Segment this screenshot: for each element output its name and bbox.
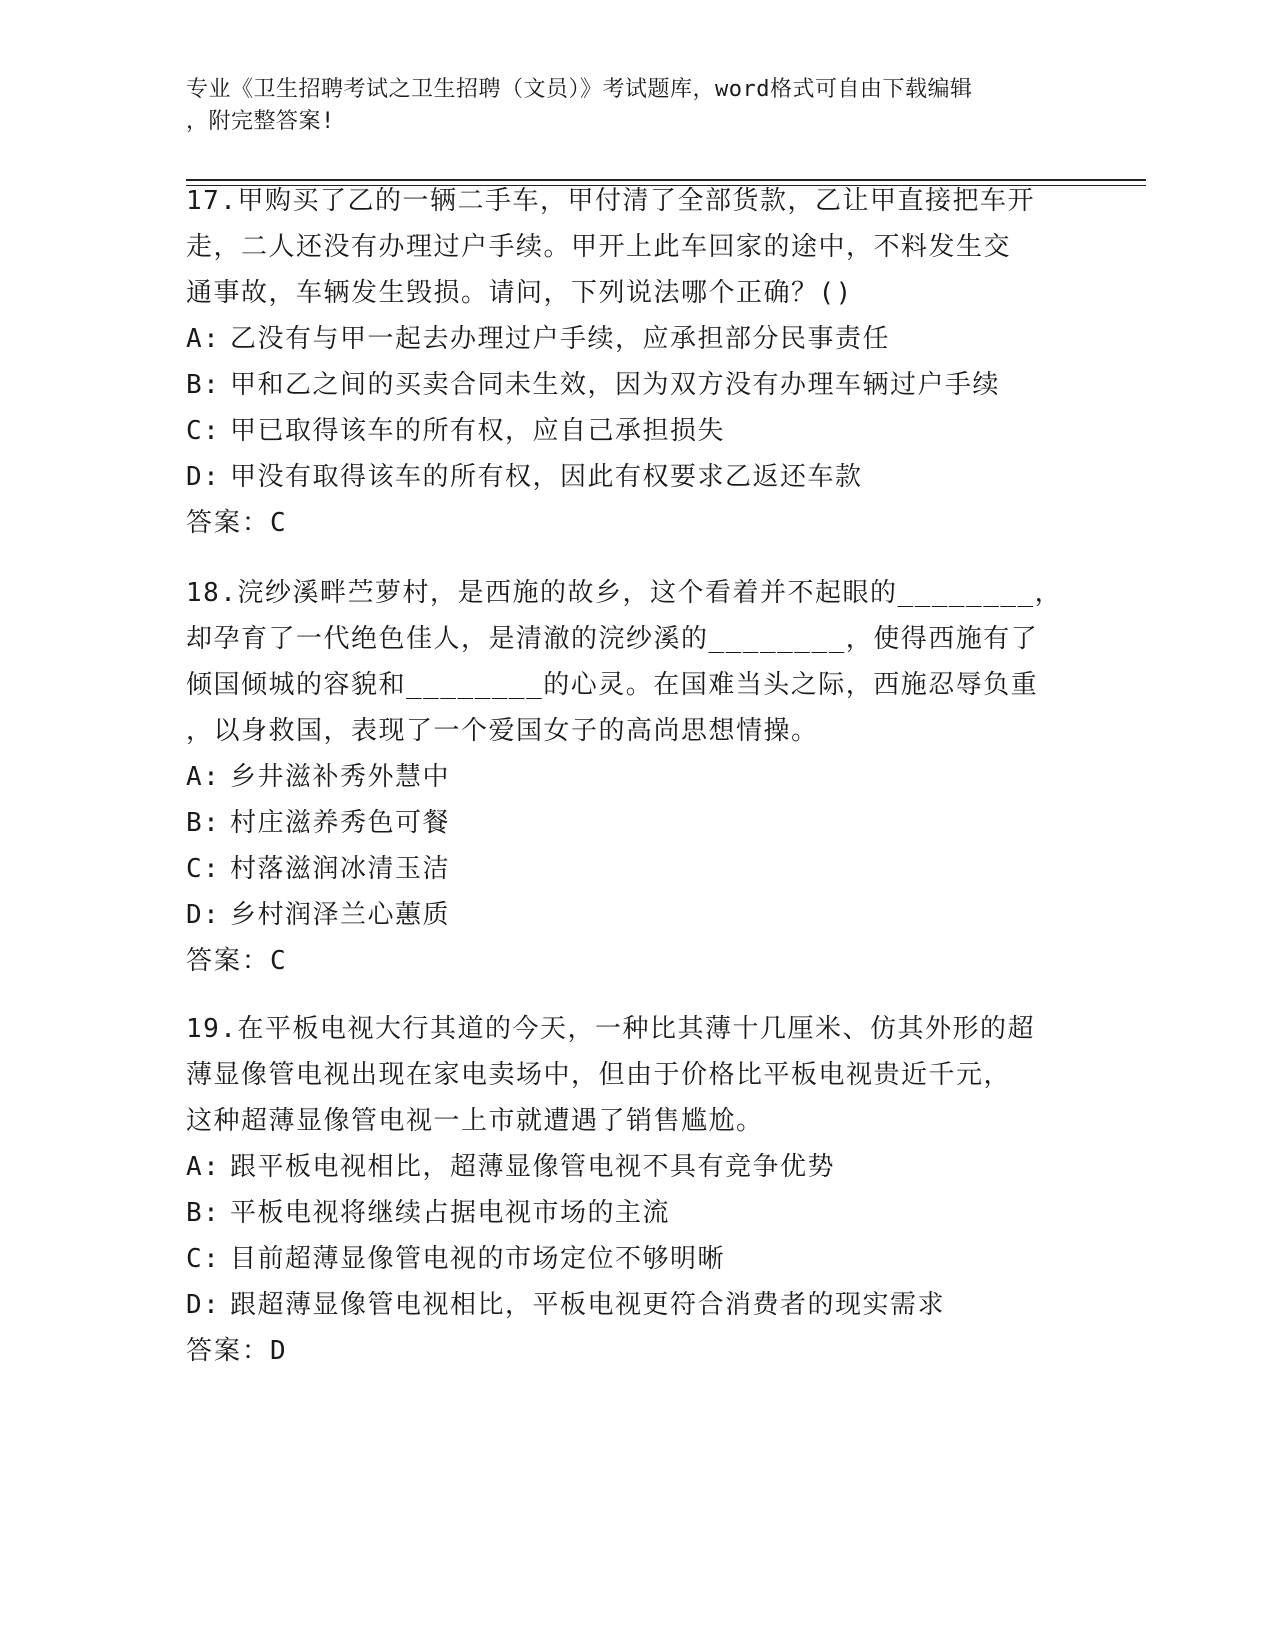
option-text: 跟平板电视相比，超薄显像管电视不具有竞争优势 bbox=[230, 1152, 836, 1182]
option-text: 甲和乙之间的买卖合同未生效，因为双方没有办理车辆过户手续 bbox=[230, 370, 1001, 400]
answer-label: 答案： bbox=[186, 508, 271, 538]
answer-value: C bbox=[270, 946, 288, 976]
option-d bbox=[186, 892, 1086, 938]
question-stem-line: 薄显像管电视出现在家电卖场中，但由于价格比平板电视贵近千元， bbox=[186, 1060, 1012, 1090]
option-text: 平板电视将继续占据电视市场的主流 bbox=[230, 1198, 671, 1228]
question-stem-line: 通事故，车辆发生毁损。请问，下列说法哪个正确？() bbox=[186, 278, 853, 308]
question-18 bbox=[186, 570, 1086, 984]
header-line-1: 专业《卫生招聘考试之卫生招聘（文员）》考试题库，word格式可自由下载编辑 bbox=[186, 77, 973, 102]
header-line-2: ，附完整答案! bbox=[186, 109, 335, 134]
question-17 bbox=[186, 178, 1086, 546]
option-text: 村庄滋养秀色可餐 bbox=[230, 808, 451, 838]
option-a bbox=[186, 754, 1086, 800]
option-b bbox=[186, 800, 1086, 846]
option-key: A: bbox=[186, 1152, 221, 1182]
question-19 bbox=[186, 1006, 1086, 1374]
option-text: 乡井滋补秀外慧中 bbox=[230, 762, 451, 792]
option-a bbox=[186, 316, 1086, 362]
option-text: 乡村润泽兰心蕙质 bbox=[230, 900, 451, 930]
option-key: A: bbox=[186, 324, 221, 354]
option-a bbox=[186, 1144, 1086, 1190]
option-key: D: bbox=[186, 462, 221, 492]
option-c bbox=[186, 408, 1086, 454]
question-stem-line: 17.甲购买了乙的一辆二手车，甲付清了全部货款，乙让甲直接把车开 bbox=[186, 186, 1035, 216]
option-b bbox=[186, 362, 1086, 408]
question-stem-line: 19.在平板电视大行其道的今天，一种比其薄十几厘米、仿其外形的超 bbox=[186, 1014, 1035, 1044]
option-text: 乙没有与甲一起去办理过户手续，应承担部分民事责任 bbox=[230, 324, 891, 354]
option-b bbox=[186, 1190, 1086, 1236]
answer-line bbox=[186, 500, 1086, 546]
option-key: C: bbox=[186, 1244, 221, 1274]
document-header bbox=[186, 74, 1066, 138]
answer-label: 答案： bbox=[186, 946, 271, 976]
answer-line bbox=[186, 938, 1086, 984]
option-text: 甲已取得该车的所有权，应自己承担损失 bbox=[230, 416, 726, 446]
option-text: 目前超薄显像管电视的市场定位不够明晰 bbox=[230, 1244, 726, 1274]
option-text: 村落滋润冰清玉洁 bbox=[230, 854, 451, 884]
option-key: D: bbox=[186, 900, 221, 930]
option-key: C: bbox=[186, 854, 221, 884]
question-stem-line: 走，二人还没有办理过户手续。甲开上此车回家的途中，不料发生交 bbox=[186, 232, 1012, 262]
question-stem-line: 这种超薄显像管电视一上市就遭遇了销售尴尬。 bbox=[186, 1106, 764, 1136]
option-d bbox=[186, 1282, 1086, 1328]
question-stem-line: 却孕育了一代绝色佳人，是清澈的浣纱溪的________，使得西施有了 bbox=[186, 624, 1039, 654]
option-c bbox=[186, 846, 1086, 892]
answer-label: 答案： bbox=[186, 1336, 271, 1366]
question-stem-line: ，以身救国，表现了一个爱国女子的高尚思想情操。 bbox=[186, 716, 819, 746]
option-key: C: bbox=[186, 416, 221, 446]
option-c bbox=[186, 1236, 1086, 1282]
option-key: B: bbox=[186, 1198, 221, 1228]
option-key: A: bbox=[186, 762, 221, 792]
question-stem-line: 倾国倾城的容貌和________的心灵。在国难当头之际，西施忍辱负重 bbox=[186, 670, 1039, 700]
option-d bbox=[186, 454, 1086, 500]
answer-line bbox=[186, 1328, 1086, 1374]
answer-value: D bbox=[270, 1336, 288, 1366]
question-stem-line: 18.浣纱溪畔苎萝村，是西施的故乡，这个看着并不起眼的________， bbox=[186, 578, 1063, 608]
option-key: B: bbox=[186, 808, 221, 838]
answer-value: C bbox=[270, 508, 288, 538]
option-key: B: bbox=[186, 370, 221, 400]
option-key: D: bbox=[186, 1290, 221, 1320]
option-text: 跟超薄显像管电视相比，平板电视更符合消费者的现实需求 bbox=[230, 1290, 946, 1320]
option-text: 甲没有取得该车的所有权，因此有权要求乙返还车款 bbox=[230, 462, 863, 492]
